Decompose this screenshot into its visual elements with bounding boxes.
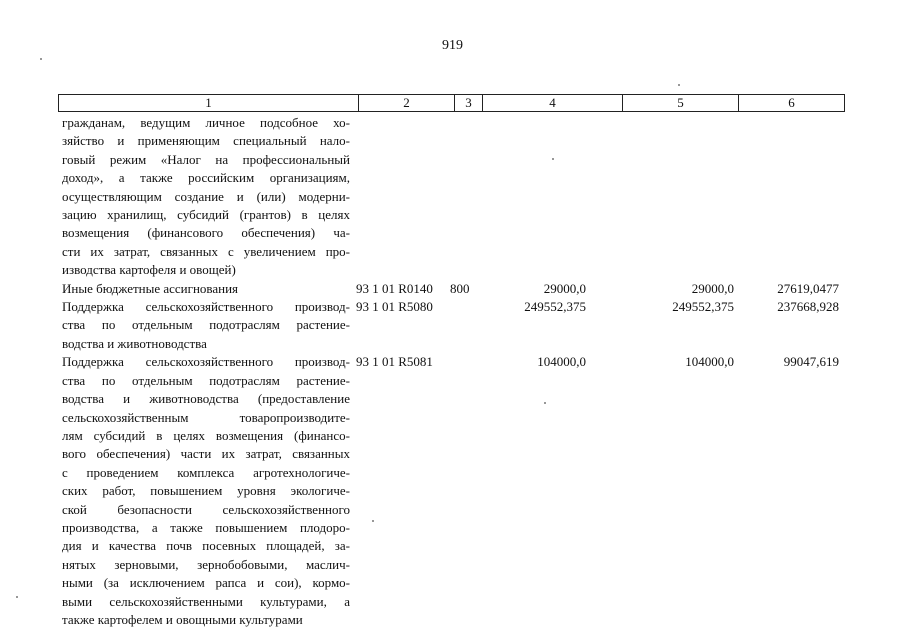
description-line: ской безопасности сельскохозяйственного — [62, 501, 350, 517]
row-value-5: 104000,0 — [685, 354, 734, 370]
description-line: Поддержка сельскохозяйственного производ- — [62, 354, 350, 370]
row-code — [350, 114, 450, 280]
description-line: зяйство и применяющим специальный нало- — [62, 133, 350, 149]
description-line: доход», а также российским организациям, — [62, 170, 350, 186]
row-value-6 — [734, 114, 839, 280]
description-line: дия и качества почв посевных площадей, за- — [62, 538, 350, 554]
description-line: лям субсидий в целях возмещения (финансо- — [62, 427, 350, 443]
table-header — [58, 94, 845, 112]
table-row — [62, 353, 852, 629]
row-value-6: 99047,619 — [783, 354, 839, 370]
description-line: водства и животноводства — [62, 335, 207, 351]
description-line: выми сельскохозяйственными культурами, а — [62, 593, 350, 609]
row-type — [450, 114, 478, 280]
description-line: с проведением комплекса агротехнологиче- — [62, 464, 350, 480]
row-value-4: 104000,0 — [537, 354, 586, 370]
scan-speck — [552, 158, 554, 160]
column-header-4: 4 — [483, 95, 623, 111]
row-value-5: 249552,375 — [672, 299, 734, 315]
description-line: ства по отдельным подотраслям растение- — [62, 372, 350, 388]
row-value-5 — [586, 114, 734, 280]
row-value-4: 29000,0 — [543, 280, 586, 296]
column-header-5: 5 — [623, 95, 739, 111]
row-value-4: 249552,375 — [524, 299, 586, 315]
scan-speck — [372, 520, 374, 522]
scan-speck — [40, 58, 42, 60]
row-description — [62, 114, 350, 280]
column-header-3: 3 — [455, 95, 483, 111]
table-row — [62, 280, 852, 298]
description-line: нятых зерновыми, зернобобовыми, маслич- — [62, 556, 350, 572]
description-line: сельскохозяйственным товаропроизводите- — [62, 409, 350, 425]
description-line: ских работ, повышением уровня экологиче- — [62, 483, 350, 499]
row-code: 93 1 01 R5080 — [356, 299, 433, 315]
description-line: производства, а также повышением плодоро- — [62, 519, 350, 535]
row-value-6: 237668,928 — [777, 299, 839, 315]
description-line: водства и животноводства (предоставление — [62, 391, 350, 407]
row-type: 800 — [450, 280, 470, 296]
row-description — [62, 353, 350, 629]
description-line: вого обеспечения) части их затрат, связанных — [62, 446, 350, 462]
column-header-6: 6 — [788, 95, 795, 110]
row-value-4 — [478, 114, 586, 280]
table-row — [62, 298, 852, 353]
description-line: осуществляющим создание и (или) модерни- — [62, 188, 350, 204]
row-value-6: 27619,0477 — [777, 280, 839, 296]
description-line: изводства картофеля и овощей) — [62, 262, 236, 278]
description-line: возмещения (финансового обеспечения) ча- — [62, 225, 350, 241]
column-header-2: 2 — [359, 95, 455, 111]
description-line: гражданам, ведущим личное подсобное хо- — [62, 115, 350, 130]
row-description — [62, 280, 350, 298]
row-type — [450, 353, 478, 629]
column-header-1: 1 — [59, 95, 359, 111]
scan-speck — [678, 84, 680, 86]
row-description — [62, 298, 350, 353]
description-line: Поддержка сельскохозяйственного производ- — [62, 299, 350, 315]
description-line: также картофелем и овощными культурами — [62, 611, 303, 627]
row-value-5: 29000,0 — [691, 280, 734, 296]
description-line: говый режим «Налог на профессиональный — [62, 151, 350, 167]
row-code: 93 1 01 R5081 — [356, 354, 433, 370]
description-line: ными (за исключением рапса и сои), кормо- — [62, 575, 350, 591]
table-row — [62, 114, 852, 280]
row-type — [450, 298, 478, 353]
page-number: 919 — [442, 38, 463, 53]
table-body — [62, 114, 852, 629]
description-line: зацию хранилищ, субсидий (грантов) в целях — [62, 207, 350, 223]
scan-speck — [544, 402, 546, 404]
description-line: ства по отдельным подотраслям растение- — [62, 317, 350, 333]
description-line: Иные бюджетные ассигнования — [62, 280, 239, 296]
description-line: сти их затрат, связанных с увеличением про- — [62, 243, 350, 259]
row-code: 93 1 01 R0140 — [356, 280, 433, 296]
scan-speck — [16, 596, 18, 598]
